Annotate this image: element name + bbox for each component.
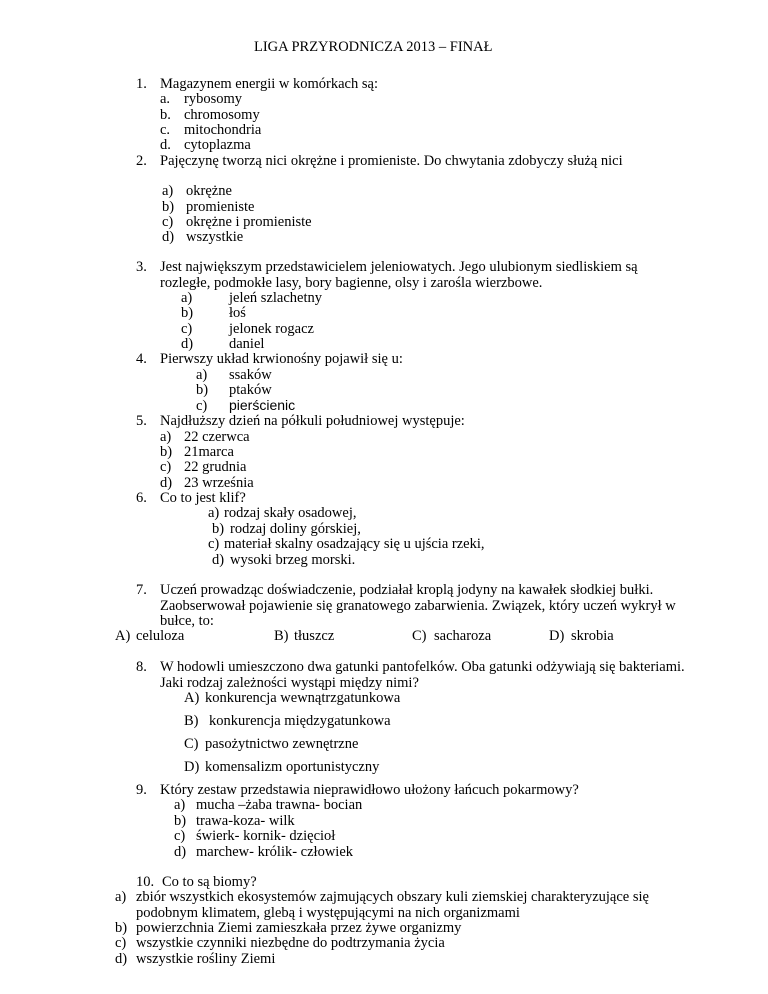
- option-label: c): [160, 459, 172, 475]
- question-text: Pajęczynę tworzą nici okrężne i promieniste. Do chwytania zdobyczy służą nici: [160, 153, 623, 169]
- option-text: komensalizm oportunistyczny: [205, 759, 380, 775]
- option-label: c): [162, 214, 174, 230]
- option-label: c): [181, 321, 193, 337]
- question-text: Co to jest klif?: [160, 490, 246, 506]
- option-text: okrężne: [186, 183, 232, 199]
- question-text: Który zestaw przedstawia nieprawidłowo ułożony łańcuch pokarmowy?: [160, 782, 579, 798]
- question-number: 8.: [136, 659, 147, 675]
- option-text: sacharoza: [434, 628, 492, 644]
- option-text: daniel: [229, 336, 265, 352]
- option-text: powierzchnia Ziemi zamieszkała przez żywe organizmy: [136, 920, 462, 936]
- option-label: C): [412, 628, 427, 644]
- question-number: 4.: [136, 351, 147, 367]
- option-label: a): [196, 367, 208, 383]
- option-text: materiał skalny osadzający się u ujścia rzeki,: [224, 536, 485, 552]
- option-label: c): [208, 536, 220, 552]
- option-text: 22 grudnia: [184, 459, 247, 475]
- option-text: mitochondria: [184, 122, 262, 138]
- question-text: W hodowli umieszczono dwa gatunki pantofelków. Oba gatunki odżywiają się bakteriami.: [160, 659, 685, 675]
- option-text: skrobia: [571, 628, 614, 644]
- question-number: 3.: [136, 259, 147, 275]
- question-number: 10.: [136, 874, 155, 890]
- option-label: b): [196, 382, 209, 398]
- option-text: pasożytnictwo zewnętrzne: [205, 736, 359, 752]
- question-number: 7.: [136, 582, 147, 598]
- option-text: świerk- kornik- dzięcioł: [196, 828, 336, 844]
- option-label: d): [162, 229, 175, 245]
- option-label: B): [184, 713, 199, 729]
- question-number: 2.: [136, 153, 147, 169]
- option-label: a): [208, 505, 220, 521]
- option-label: b): [174, 813, 187, 829]
- option-text: mucha –żaba trawna- bocian: [196, 797, 363, 813]
- question-text: Co to są biomy?: [162, 874, 257, 890]
- option-label: b.: [160, 107, 171, 123]
- option-text: okrężne i promieniste: [186, 214, 312, 230]
- option-label: d): [174, 844, 187, 860]
- option-label: b): [181, 305, 194, 321]
- option-label: d): [181, 336, 194, 352]
- option-text: wysoki brzeg morski.: [230, 552, 356, 568]
- question-text: Pierwszy układ krwionośny pojawił się u:: [160, 351, 403, 367]
- option-label: c.: [160, 122, 171, 138]
- question-text: Jest największym przedstawicielem jeleniowatych. Jego ulubionym siedliskiem są: [160, 259, 638, 275]
- option-label: b): [162, 199, 175, 215]
- question-text: Jaki rodzaj zależności wystąpi między nimi?: [160, 675, 419, 691]
- option-text: pierścienic: [229, 397, 296, 413]
- option-text: wszystkie czynniki niezbędne do podtrzymania życia: [136, 935, 445, 951]
- option-label: b): [115, 920, 128, 936]
- option-text: wszystkie rośliny Ziemi: [136, 951, 276, 967]
- option-label: c): [115, 935, 127, 951]
- question-text: Magazynem energii w komórkach są:: [160, 76, 378, 92]
- option-label: a.: [160, 91, 171, 107]
- option-text: jeleń szlachetny: [229, 290, 322, 306]
- question-text: Uczeń prowadząc doświadczenie, podziałał kroplą jodyny na kawałek słodkiej bułki.: [160, 582, 654, 598]
- option-label: B): [274, 628, 289, 644]
- option-label: b): [212, 521, 225, 537]
- option-text: 21marca: [184, 444, 234, 460]
- option-label: a): [160, 429, 172, 445]
- option-text: marchew- królik- człowiek: [196, 844, 354, 860]
- option-label: D): [184, 759, 200, 775]
- option-label: d): [115, 951, 128, 967]
- option-label: a): [162, 183, 174, 199]
- option-text: promieniste: [186, 199, 255, 215]
- option-text-continued: podobnym klimatem, glebą i występującymi na nich organizmami: [136, 905, 520, 921]
- option-text: wszystkie: [186, 229, 244, 245]
- option-text: zbiór wszystkich ekosystemów zajmujących obszary kuli ziemskiej charakteryzujące się: [136, 889, 649, 905]
- question-text: Najdłuższy dzień na półkuli południowej występuje:: [160, 413, 465, 429]
- option-label: a): [115, 889, 127, 905]
- option-text: 23 września: [184, 475, 254, 491]
- option-label: A): [184, 690, 200, 706]
- option-text: trawa-koza- wilk: [196, 813, 295, 829]
- option-label: d.: [160, 137, 171, 153]
- option-text: 22 czerwca: [184, 429, 250, 445]
- option-text: celuloza: [136, 628, 185, 644]
- page-title: LIGA PRZYRODNICZA 2013 – FINAŁ: [254, 39, 493, 55]
- option-text: rodzaj doliny górskiej,: [230, 521, 361, 537]
- option-label: c): [196, 398, 208, 414]
- option-text: chromosomy: [184, 107, 260, 123]
- option-label: c): [174, 828, 186, 844]
- option-label: d): [212, 552, 225, 568]
- option-text: rybosomy: [184, 91, 242, 107]
- option-text: ptaków: [229, 382, 272, 398]
- option-text: jelonek rogacz: [229, 321, 314, 337]
- option-text: łoś: [229, 305, 246, 321]
- option-text: ssaków: [229, 367, 272, 383]
- question-number: 1.: [136, 76, 147, 92]
- option-label: A): [115, 628, 131, 644]
- question-text: rozległe, podmokłe lasy, bory bagienne, olsy i zarośla wierzbowe.: [160, 275, 543, 291]
- option-label: a): [174, 797, 186, 813]
- option-label: b): [160, 444, 173, 460]
- option-label: a): [181, 290, 193, 306]
- question-number: 9.: [136, 782, 147, 798]
- question-number: 6.: [136, 490, 147, 506]
- question-text: bułce, to:: [160, 613, 214, 629]
- option-label: C): [184, 736, 199, 752]
- question-number: 5.: [136, 413, 147, 429]
- option-text: konkurencja międzygatunkowa: [209, 713, 391, 729]
- option-text: rodzaj skały osadowej,: [224, 505, 357, 521]
- option-label: d): [160, 475, 173, 491]
- option-label: D): [549, 628, 565, 644]
- option-text: cytoplazma: [184, 137, 251, 153]
- question-text: Zaobserwował pojawienie się granatowego zabarwienia. Związek, który uczeń wykrył w: [160, 598, 676, 614]
- option-text: konkurencja wewnątrzgatunkowa: [205, 690, 401, 706]
- option-text: tłuszcz: [294, 628, 335, 644]
